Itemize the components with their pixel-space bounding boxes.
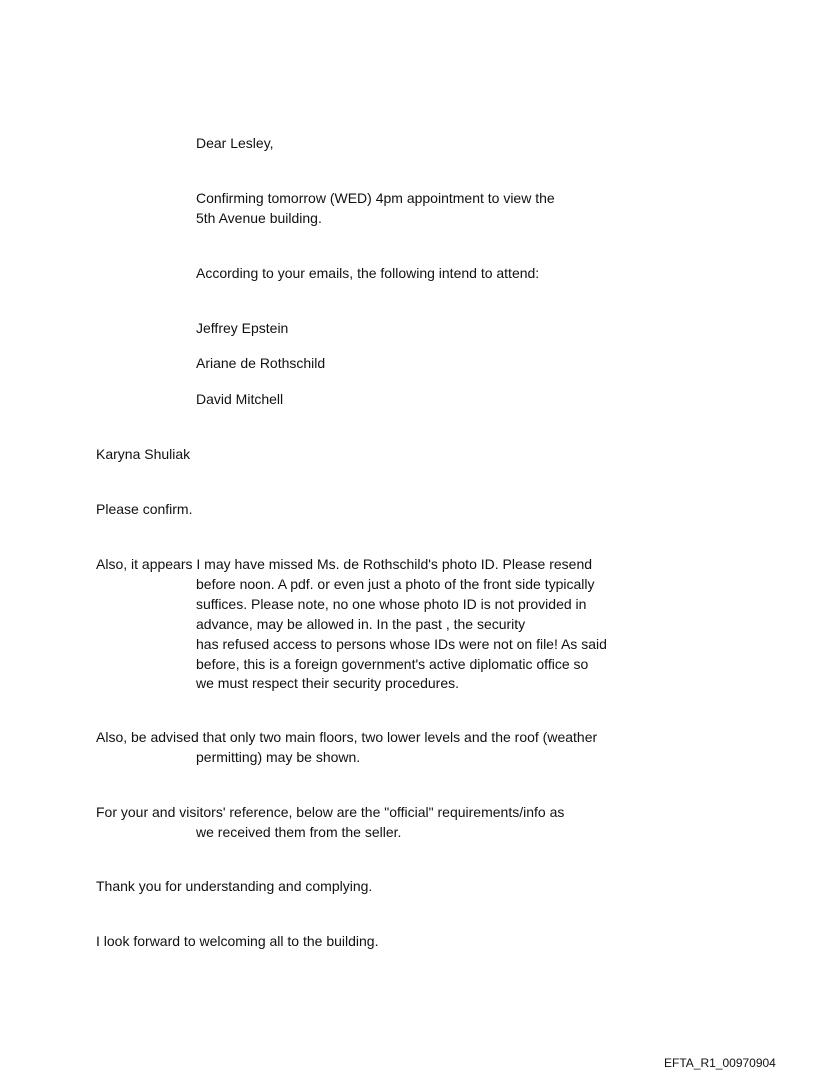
document-id: EFTA_R1_00970904 (664, 1056, 776, 1070)
photo-id-line: suffices. Please note, no one whose photo ID is not provided in (196, 596, 587, 612)
photo-id-line: Also, it appears I may have missed Ms. de Rothschild's photo ID. Please resend (96, 556, 593, 572)
photo-id-line: before noon. A pdf. or even just a photo of the front side typically (196, 576, 595, 592)
reference-line: we received them from the seller. (196, 824, 402, 840)
confirm-line-2: 5th Avenue building. (196, 210, 322, 226)
please-confirm: Please confirm. (96, 501, 193, 517)
salutation: Dear Lesley, (196, 135, 274, 151)
closing-line: I look forward to welcoming all to the building. (96, 933, 379, 949)
reference-line: For your and visitors' reference, below are the "official" requirements/info as (96, 804, 565, 820)
floors-line: permitting) may be shown. (196, 749, 361, 765)
photo-id-line: advance, may be allowed in. In the past , the security (196, 616, 526, 632)
thanks-line: Thank you for understanding and complying. (96, 878, 373, 894)
extra-attendee: Karyna Shuliak (96, 446, 191, 462)
floors-line: Also, be advised that only two main floors, two lower levels and the roof (weather (96, 729, 598, 745)
photo-id-line: has refused access to persons whose IDs were not on file! As said (196, 636, 607, 652)
photo-id-line: we must respect their security procedures. (196, 675, 459, 691)
attend-intro: According to your emails, the following intend to attend: (196, 265, 540, 281)
photo-id-line: before, this is a foreign government's active diplomatic office so (196, 656, 589, 672)
attendee-name: Ariane de Rothschild (196, 355, 326, 371)
confirm-line-1: Confirming tomorrow (WED) 4pm appointment to view the (196, 190, 555, 206)
attendee-name: David Mitchell (196, 391, 284, 407)
attendee-name: Jeffrey Epstein (196, 320, 289, 336)
